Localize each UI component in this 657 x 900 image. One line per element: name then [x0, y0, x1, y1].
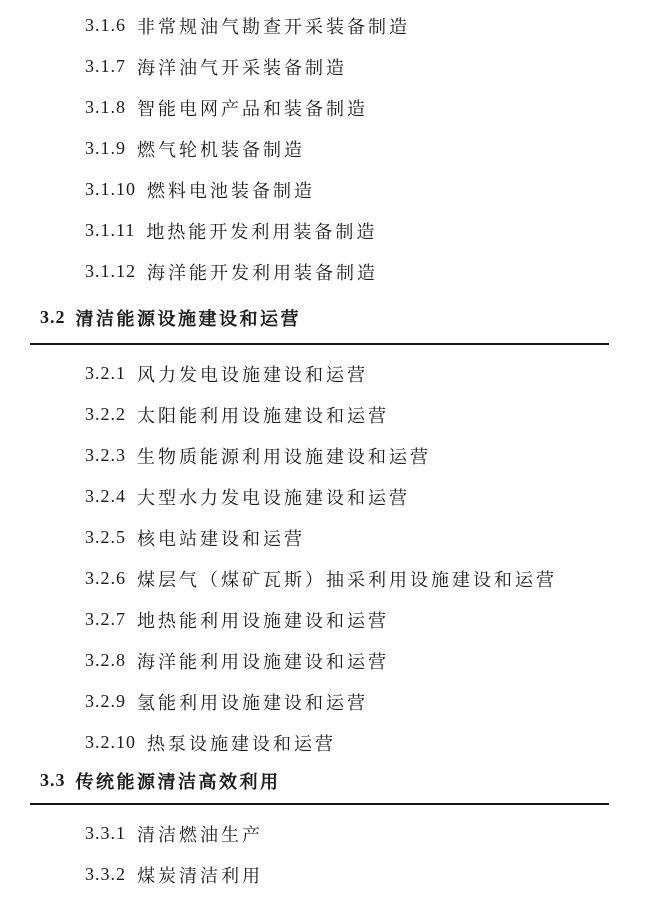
- section-items: [0, 813, 657, 895]
- item-number: 3.1.7: [85, 56, 126, 76]
- section-heading: [0, 763, 657, 798]
- item-label: 燃料电池装备制造: [147, 180, 315, 201]
- item-number: 3.2.3: [85, 445, 126, 465]
- section-title: 传统能源清洁高效利用: [75, 771, 281, 792]
- list-item: [0, 813, 657, 854]
- item-number: 3.3.1: [85, 823, 126, 843]
- item-label: 海洋能开发利用装备制造: [147, 262, 378, 283]
- section-divider: [30, 803, 609, 805]
- item-number: 3.2.8: [85, 650, 126, 670]
- list-item: [0, 640, 657, 681]
- outline-section: [0, 763, 657, 895]
- item-label: 煤层气（煤矿瓦斯）抽采利用设施建设和运营: [137, 569, 557, 590]
- item-label: 地热能利用设施建设和运营: [137, 610, 389, 631]
- list-item: [0, 435, 657, 476]
- item-number: 3.1.9: [85, 138, 126, 158]
- list-item: [0, 128, 657, 169]
- item-label: 地热能开发利用装备制造: [146, 221, 378, 242]
- item-label: 风力发电设施建设和运营: [137, 364, 368, 385]
- outline: [0, 5, 657, 895]
- list-item: [0, 854, 657, 895]
- outline-section: [0, 5, 657, 292]
- item-number: 3.2.9: [85, 691, 126, 711]
- item-number: 3.1.11: [85, 220, 136, 240]
- item-label: 氢能利用设施建设和运营: [137, 692, 368, 713]
- list-item: [0, 599, 657, 640]
- item-label: 智能电网产品和装备制造: [137, 98, 368, 119]
- list-item: [0, 681, 657, 722]
- list-item: [0, 722, 657, 763]
- item-label: 燃气轮机装备制造: [137, 139, 305, 160]
- section-items: [0, 5, 657, 292]
- list-item: [0, 210, 657, 251]
- item-number: 3.2.5: [85, 527, 126, 547]
- item-number: 3.1.8: [85, 97, 126, 117]
- item-label: 生物质能源利用设施建设和运营: [137, 446, 431, 467]
- list-item: [0, 169, 657, 210]
- item-label: 核电站建设和运营: [137, 528, 305, 549]
- item-label: 热泵设施建设和运营: [147, 733, 336, 754]
- section-title: 清洁能源设施建设和运营: [75, 308, 301, 329]
- item-number: 3.3.2: [85, 864, 126, 884]
- list-item: [0, 394, 657, 435]
- item-number: 3.2.1: [85, 363, 126, 383]
- item-label: 煤炭清洁利用: [137, 865, 263, 886]
- list-item: [0, 476, 657, 517]
- item-label: 海洋能利用设施建设和运营: [137, 651, 389, 672]
- section-divider: [30, 343, 609, 345]
- item-number: 3.2.4: [85, 486, 126, 506]
- item-label: 非常规油气勘查开采装备制造: [137, 16, 410, 37]
- list-item: [0, 87, 657, 128]
- outline-section: [0, 300, 657, 763]
- section-heading: [0, 300, 657, 335]
- item-number: 3.2.2: [85, 404, 126, 424]
- item-number: 3.2.10: [85, 732, 136, 752]
- item-label: 太阳能利用设施建设和运营: [137, 405, 389, 426]
- item-label: 清洁燃油生产: [137, 824, 263, 845]
- section-number: 3.2: [40, 307, 66, 327]
- item-number: 3.2.6: [85, 568, 126, 588]
- list-item: [0, 558, 657, 599]
- list-item: [0, 251, 657, 292]
- item-number: 3.1.10: [85, 179, 136, 199]
- list-item: [0, 517, 657, 558]
- item-label: 大型水力发电设施建设和运营: [137, 487, 410, 508]
- list-item: [0, 5, 657, 46]
- item-number: 3.2.7: [85, 609, 126, 629]
- item-label: 海洋油气开采装备制造: [137, 57, 347, 78]
- list-item: [0, 46, 657, 87]
- list-item: [0, 353, 657, 394]
- section-items: [0, 353, 657, 763]
- item-number: 3.1.12: [85, 261, 136, 281]
- item-number: 3.1.6: [85, 15, 126, 35]
- section-number: 3.3: [40, 770, 66, 790]
